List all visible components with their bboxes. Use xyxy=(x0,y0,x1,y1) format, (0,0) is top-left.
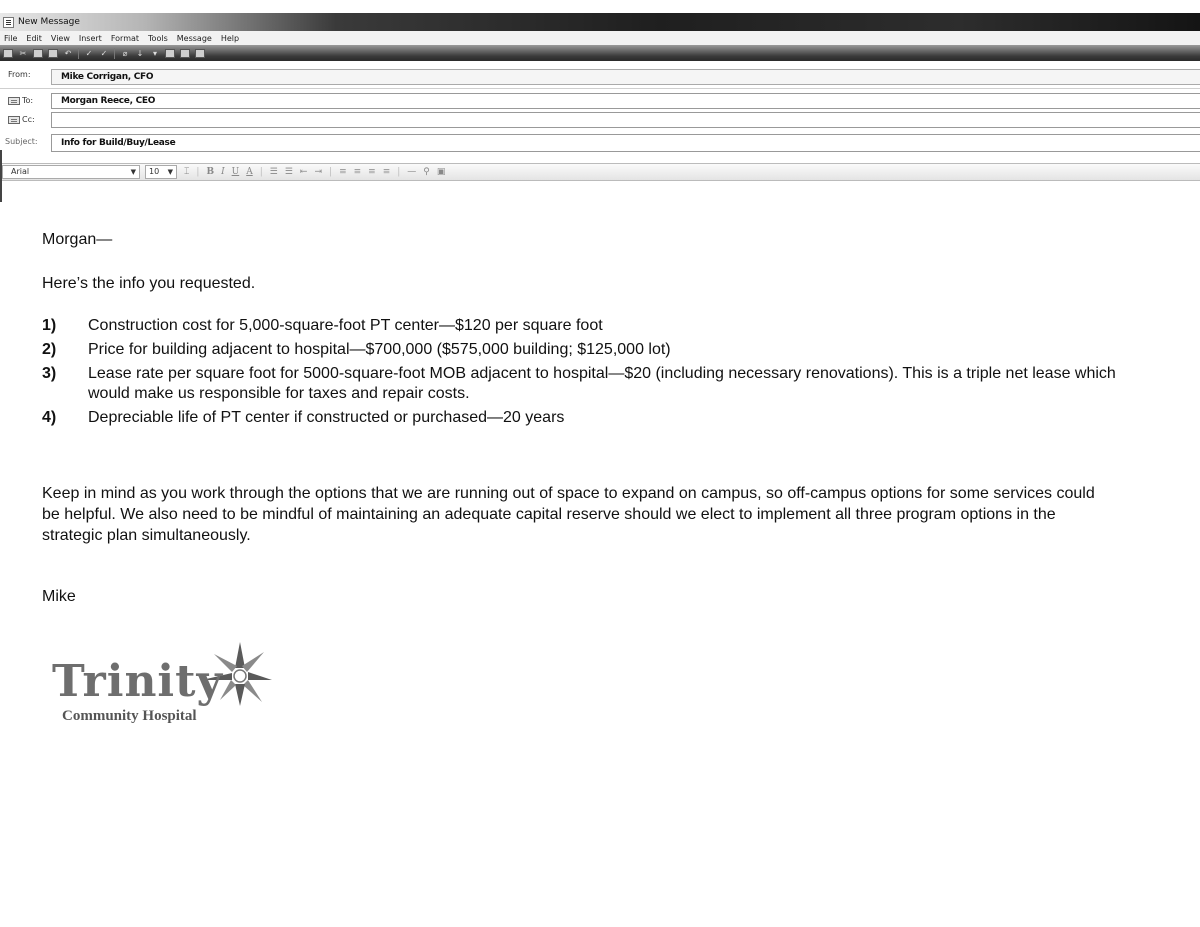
offline-icon[interactable] xyxy=(195,49,205,58)
check-names-icon[interactable]: ✓ xyxy=(85,48,93,58)
to-row xyxy=(0,91,1200,111)
to-button[interactable] xyxy=(8,96,33,105)
numbered-list-icon[interactable]: ☰ xyxy=(269,167,278,177)
logo-subtitle: Community Hospital xyxy=(62,708,197,724)
toolbar-divider xyxy=(78,48,79,59)
list-number: 4) xyxy=(42,409,57,426)
dropdown-icon[interactable]: ▾ xyxy=(152,48,157,58)
sign-icon[interactable] xyxy=(165,49,175,58)
paste-icon[interactable] xyxy=(48,49,58,58)
toolbar xyxy=(0,45,1200,61)
menu-message[interactable]: Message xyxy=(176,33,212,43)
font-size-select[interactable] xyxy=(145,165,177,179)
list-number: 2) xyxy=(42,341,57,358)
address-book-icon xyxy=(8,97,20,105)
window-edge xyxy=(0,150,2,202)
menu-edit[interactable]: Edit xyxy=(26,33,42,43)
decrease-indent-icon[interactable]: ⇤ xyxy=(299,167,308,177)
undo-icon[interactable]: ↶ xyxy=(64,48,72,58)
font-value: Arial xyxy=(11,167,30,176)
spelling-icon[interactable]: ✓ xyxy=(100,48,108,58)
paragraph-style-icon[interactable]: ⌶ xyxy=(184,167,190,177)
cc-label: Cc: xyxy=(22,115,35,124)
list-item xyxy=(42,364,1152,404)
signature: Mike xyxy=(42,588,76,605)
horizontal-line-icon[interactable]: — xyxy=(407,167,417,177)
toolbar-divider: | xyxy=(196,167,200,177)
window-title: New Message xyxy=(18,17,80,27)
menu-bar xyxy=(0,31,1200,45)
menu-file[interactable]: File xyxy=(4,33,18,43)
font-select[interactable] xyxy=(2,165,140,179)
toolbar-divider: | xyxy=(329,167,333,177)
list-item xyxy=(42,340,1152,360)
toolbar-divider: | xyxy=(397,167,401,177)
to-field[interactable]: Morgan Reece, CEO xyxy=(51,93,1200,109)
address-book-icon xyxy=(8,116,20,124)
hyperlink-icon[interactable]: ⚲ xyxy=(423,167,430,177)
menu-help[interactable]: Help xyxy=(220,33,240,43)
toolbar-divider: | xyxy=(259,167,263,177)
insert-picture-icon[interactable]: ▣ xyxy=(436,167,446,177)
attach-icon[interactable]: ⌀ xyxy=(122,48,128,58)
cc-button[interactable] xyxy=(8,115,35,124)
info-list xyxy=(42,316,1152,432)
list-text: Lease rate per square foot for 5000-square-foot MOB adjacent to hospital—$20 (including necessary renovations). This is a triple net lease which would make us responsible for taxes and repair costs. xyxy=(88,365,1116,402)
divider xyxy=(0,88,1200,89)
to-label: To: xyxy=(22,96,34,105)
increase-indent-icon[interactable]: ⇥ xyxy=(314,167,323,177)
from-label: From: xyxy=(8,70,31,79)
align-right-icon[interactable]: ≡ xyxy=(368,167,376,177)
subject-row xyxy=(0,132,1200,152)
cc-row xyxy=(0,110,1200,130)
format-toolbar xyxy=(0,163,1200,181)
toolbar-divider xyxy=(114,48,115,59)
menu-view[interactable]: View xyxy=(50,33,70,43)
list-number: 3) xyxy=(42,365,57,382)
justify-icon[interactable]: ≡ xyxy=(382,167,391,177)
subject-label: Subject: xyxy=(5,137,38,146)
font-color-icon[interactable]: A xyxy=(246,167,253,177)
bullet-list-icon[interactable]: ☰ xyxy=(284,167,293,177)
priority-icon[interactable]: ↓ xyxy=(136,48,144,58)
intro-line: Here’s the info you requested. xyxy=(42,275,256,292)
message-window xyxy=(0,13,1200,205)
font-size-value: 10 xyxy=(149,167,160,176)
cc-field[interactable] xyxy=(51,112,1200,128)
logo-wordmark: Trinity xyxy=(52,656,224,707)
menu-format[interactable]: Format xyxy=(110,33,140,43)
subject-field[interactable]: Info for Build/Buy/Lease xyxy=(51,134,1200,152)
align-center-icon[interactable]: ≡ xyxy=(353,167,362,177)
list-item xyxy=(42,408,1152,428)
send-icon[interactable] xyxy=(3,49,13,58)
from-row xyxy=(0,65,1200,85)
from-field[interactable]: Mike Corrigan, CFO xyxy=(51,69,1200,85)
list-number: 1) xyxy=(42,317,57,334)
new-message-icon xyxy=(3,17,14,28)
list-item xyxy=(42,316,1152,336)
underline-icon[interactable]: U xyxy=(231,167,240,177)
greeting: Morgan— xyxy=(42,231,113,248)
italic-icon[interactable]: I xyxy=(221,167,225,177)
align-left-icon[interactable]: ≡ xyxy=(339,167,347,177)
cut-icon[interactable]: ✂ xyxy=(19,48,27,58)
title-bar xyxy=(0,13,1200,31)
chevron-down-icon: ▼ xyxy=(167,168,173,176)
chevron-down-icon: ▼ xyxy=(130,168,136,176)
hospital-logo xyxy=(48,640,278,732)
bold-icon[interactable]: B xyxy=(206,167,215,177)
menu-tools[interactable]: Tools xyxy=(148,33,168,43)
list-text: Price for building adjacent to hospital—$700,000 ($575,000 building; $125,000 lot) xyxy=(88,341,671,358)
list-text: Depreciable life of PT center if constructed or purchased—20 years xyxy=(88,409,565,426)
copy-icon[interactable] xyxy=(33,49,43,58)
list-text: Construction cost for 5,000-square-foot PT center—$120 per square foot xyxy=(88,317,603,334)
menu-insert[interactable]: Insert xyxy=(78,33,102,43)
closing-paragraph: Keep in mind as you work through the options that we are running out of space to expand on campus, so off-campus options for some services could be helpful. We also need to be mindful of maintaining an adequate capital reserve should we elect to implement all three program options in the strategic plan simultaneously. xyxy=(42,485,1095,544)
encrypt-icon[interactable] xyxy=(180,49,190,58)
